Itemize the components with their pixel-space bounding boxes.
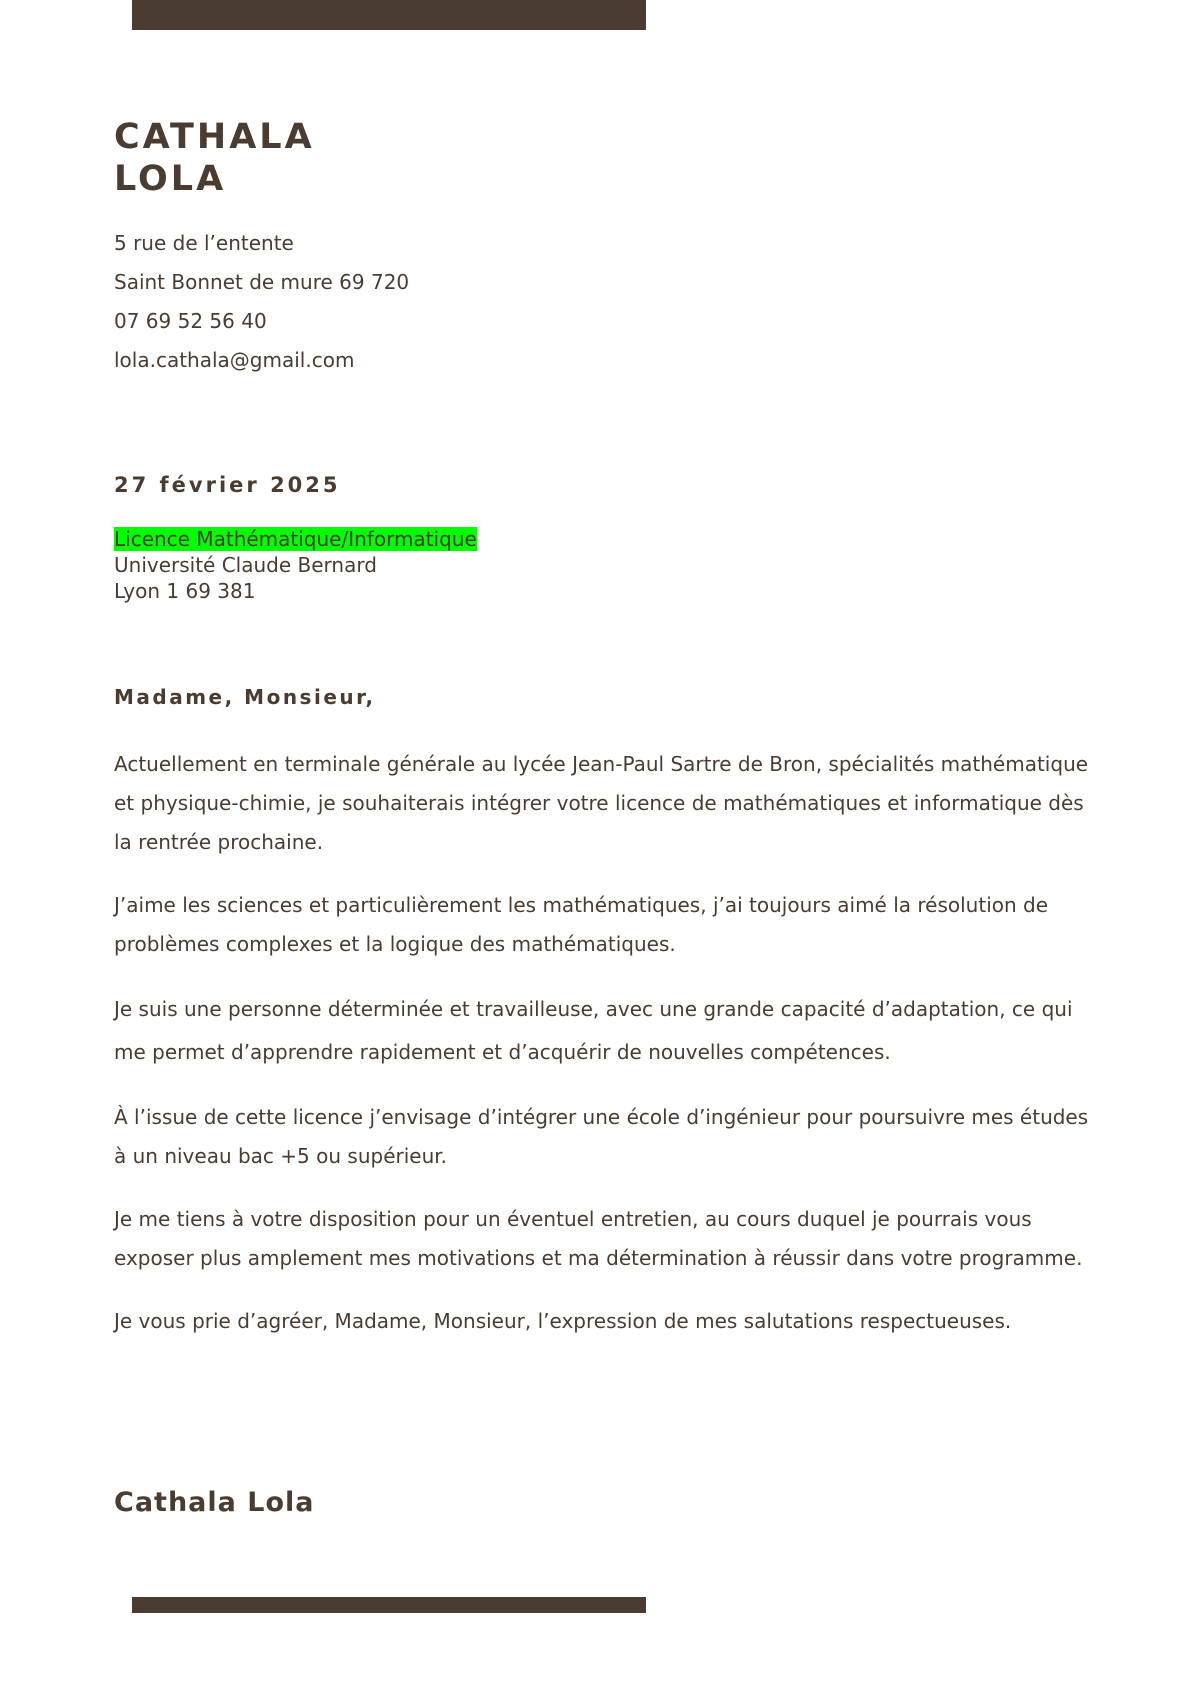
bottom-decorative-bar: [132, 1597, 646, 1613]
applicant-last-name: CATHALA: [114, 117, 315, 157]
salutation: Madame, Monsieur,: [114, 685, 376, 709]
body-paragraph: Je me tiens à votre disposition pour un éventuel entretien, au cours duquel je pourrais vous exposer plus amplement mes motivations et ma détermination à réussir dans votre programme.: [114, 1207, 1083, 1270]
recipient-program: Licence Mathématique/Informatique: [114, 527, 477, 551]
body-paragraph: Actuellement en terminale générale au lycée Jean-Paul Sartre de Bron, spécialités mathématique et physique-chimie, je souhaiterais intégrer votre licence de mathématiques et informatique dès la rentrée prochaine.: [114, 752, 1089, 854]
contact-email: lola.cathala@gmail.com: [114, 348, 355, 372]
contact-block: [114, 224, 409, 380]
contact-city: Saint Bonnet de mure 69 720: [114, 270, 410, 294]
body-paragraph: À l’issue de cette licence j’envisage d’intégrer une école d’ingénieur pour poursuivre mes études à un niveau bac +5 ou supérieur.: [114, 1105, 1089, 1168]
applicant-name: [114, 116, 315, 200]
letter-body: [114, 745, 1094, 1365]
contact-street: 5 rue de l’entente: [114, 231, 294, 255]
recipient-university: Université Claude Bernard: [114, 553, 377, 577]
contact-phone: 07 69 52 56 40: [114, 309, 267, 333]
letter-date: 27 février 2025: [114, 473, 341, 497]
recipient-block: [114, 526, 477, 604]
body-paragraph: Je suis une personne déterminée et travailleuse, avec une grande capacité d’adaptation, ce qui me permet d’apprendre rapidement et d’acquérir de nouvelles compétences.: [114, 997, 1073, 1064]
recipient-location: Lyon 1 69 381: [114, 579, 256, 603]
top-decorative-bar: [132, 0, 646, 30]
signature-name: Cathala Lola: [114, 1487, 315, 1518]
body-paragraph: J’aime les sciences et particulièrement les mathématiques, j’ai toujours aimé la résolution de problèmes complexes et la logique des mathématiques.: [114, 893, 1049, 956]
body-paragraph: Je vous prie d’agréer, Madame, Monsieur, l’expression de mes salutations respectueuses.: [114, 1309, 1012, 1333]
applicant-first-name: LOLA: [114, 159, 227, 199]
